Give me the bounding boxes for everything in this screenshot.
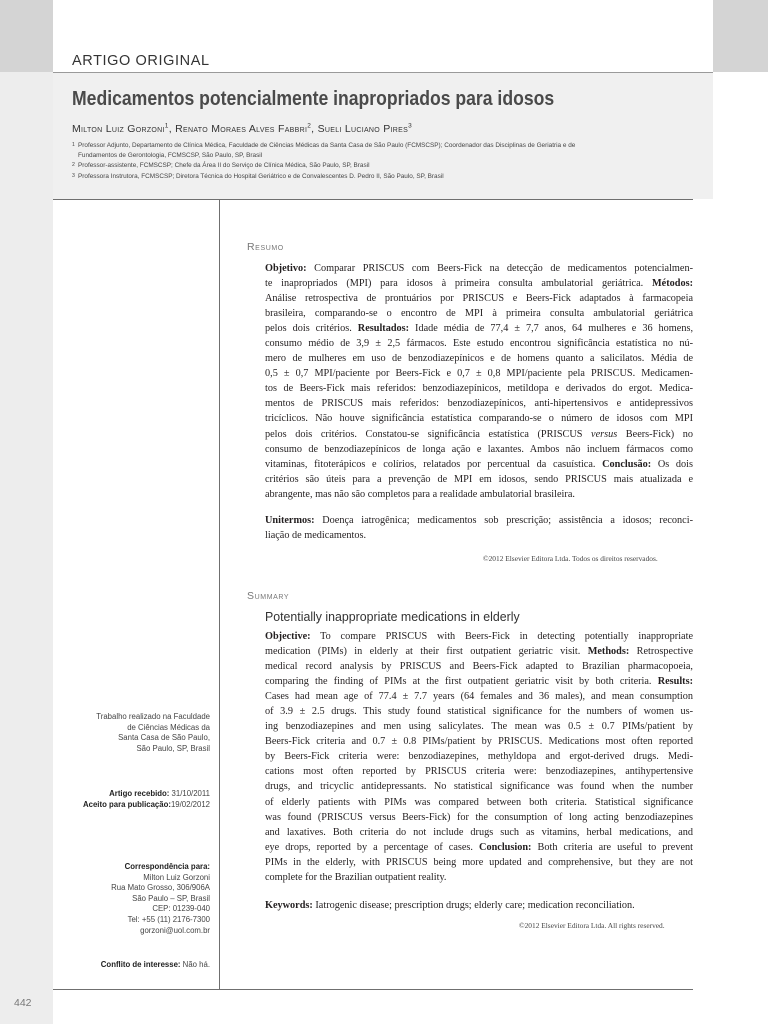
affiliation-3: 3 Professora Instrutora, FCMSCSP; Diretora Técnica do Hospital Geriátrico e de Convalescentes D. Pedro II, São Paulo, SP, Brasil xyxy=(72,172,444,180)
sidebar-divider xyxy=(219,199,220,989)
summary-heading: Summary xyxy=(247,590,290,602)
left-margin-bar xyxy=(0,72,53,1024)
summary-copyright: ©2012 Elsevier Editora Ltda. All rights reserved. xyxy=(519,921,665,930)
text-line: abrangente, mas não são completos para a realidade ambulatorial brasileira. xyxy=(265,488,575,500)
text-line: by Beers-Fick criteria were: benzodiazepines, methyldopa and ergot-derived drugs. Medi- xyxy=(265,751,693,763)
text-line: was found (PRISCUS versus Beers-Fick) for the consumption of long acting benzodiazepines xyxy=(265,811,693,823)
text-line: mero de mulheres em uso de benzodiazepínicos e de homens quanto a salicilatos. Média de xyxy=(265,353,693,365)
affiliations xyxy=(72,141,692,182)
text-line: Cases had mean age of 77.4 ± 7.7 years (64 females and 36 males), and mean consumption xyxy=(265,691,693,703)
author-list xyxy=(72,122,412,135)
article-dates xyxy=(62,789,210,810)
header-bottom-rule xyxy=(53,199,693,200)
text-line: complete for the Brazilian outpatient reality. xyxy=(265,871,447,883)
text-line: mentos de PRISCUS mais referidos: benzodiazepínicos, anti-hipertensivos e antidepressivos xyxy=(265,398,693,410)
text-line: 0,5 ± 0,7 MPI/paciente por Beers-Fick e 0,7 ± 0,8 MPI/paciente pela PRISCUS. Medicamen- xyxy=(265,368,693,380)
text-line: Análise retrospectiva de prontuários por PRISCUS e Beers-Fick adaptados à farmacopeia xyxy=(265,293,693,305)
accepted-date: Aceito para publicação:19/02/2012 xyxy=(83,799,210,809)
institution-note: Trabalho realizado na Faculdade de Ciências Médicas da Santa Casa de São Paulo, São Paulo, SP, Brasil xyxy=(96,712,210,753)
text-line: critérios são úteis para a prevenção de MPI em idosos, sendo PRISCUS mais atualizada e xyxy=(265,473,693,485)
affiliation-1: 1 Professor Adjunto, Departamento de Clínica Médica, Faculdade de Ciências Médicas da Santa Casa de São Paulo (FCMSCSP); Coordenador das Disciplinas de Geriatria e de Fundamentos de Gerontologia, FCMSCSP, São Paulo, SP, Brasil xyxy=(72,142,576,160)
left-gray-tab xyxy=(0,0,53,72)
text-line: ing benzodiazepines and men using salicylates. The mean was 0.5 ± 0.7 PIMs/patient by xyxy=(265,721,693,733)
resumo-heading: Resumo xyxy=(247,241,284,253)
resumo-abstract xyxy=(265,261,693,502)
text-line: and laxatives. Both criteria do not include drugs such as vitamins, herbal medications, and xyxy=(265,826,693,838)
text-line: eye drops, reported by a percentage of cases. Conclusion: Both criteria are useful to prevent xyxy=(265,841,693,853)
text-line: Unitermos: Doença iatrogênica; medicamentos sob prescrição; assistência a idosos; reconci- xyxy=(265,515,693,526)
right-gray-tab xyxy=(713,0,768,72)
text-line: Beers-Fick criteria and 0.7 ± 0.8 PIMs/patient by PRISCUS. Medications most often reported xyxy=(265,736,693,748)
text-line: tos de Beers-Fick mais referidos: benzodiazepínicos, metildopa e derivados do ergot. Medica- xyxy=(265,383,693,395)
text-line: PIMs in the elderly, with PRISCUS being more updated and comprehensive, but they are not xyxy=(265,856,693,868)
correspondence-email[interactable]: gorzoni@uol.com.br xyxy=(140,925,210,935)
footer-rule xyxy=(53,989,693,990)
text-line: Objetivo: Comparar PRISCUS com Beers-Fick na detecção de medicamentos potencialmen- xyxy=(265,263,693,274)
article-title: Medicamentos potencialmente inapropriados para idosos xyxy=(72,88,555,110)
text-line: vitaminas, fitoterápicos e colírios, relatados por percentual da casuística. Conclusão: Os dois xyxy=(265,458,693,470)
text-line: drugs, and tricyclic antidepressants. No statistical significance was found when the number xyxy=(265,781,693,793)
text-line: cations most often reported by PRISCUS criteria were: benzodiazepines, antihypertensive xyxy=(265,766,693,778)
conflict-of-interest: Conflito de interesse: Não há. xyxy=(100,960,210,969)
resumo-copyright: ©2012 Elsevier Editora Ltda. Todos os direitos reservados. xyxy=(483,554,658,563)
author-3: Sueli Luciano Pires$^3$ xyxy=(317,122,413,135)
author-1: Milton Luiz Gorzoni$^1$, xyxy=(72,122,176,135)
page-number: 442 xyxy=(14,997,32,1009)
affiliation-2: 2 Professor-assistente, FCMSCSP; Chefe da Área II do Serviço de Clínica Médica, São Paulo, SP, Brasil xyxy=(72,162,370,170)
text-line: Objective: To compare PRISCUS with Beers-Fick in detecting potentially inappropriate xyxy=(265,631,693,642)
resumo-keywords xyxy=(265,513,693,543)
text-line: pelos dois critérios. Constatou-se significância estatística (PRISCUS versus Beers-Fick) no xyxy=(265,428,693,440)
text-line: tricíclicos. Não houve significância estatística comparando-se o número de idosos com MPI xyxy=(265,413,693,425)
text-line: brasileira, comparando-se o encontro de MPI à primeira consulta ambulatorial geriátrica xyxy=(265,308,693,320)
summary-title: Potentially inappropriate medications in elderly xyxy=(265,609,520,624)
text-line: te inapropriados (MPI) para idosos à primeira consulta ambulatorial geriátrica. Métodos: xyxy=(265,278,693,290)
summary-abstract xyxy=(265,629,693,885)
section-tag: ARTIGO ORIGINAL xyxy=(72,53,210,69)
text-line: medical record analysis by PRISCUS and Beers-Fick adapted to Brazilian pharmacopoeia, xyxy=(265,661,693,673)
text-line: pelos dois critérios. Resultados: Idade média de 77,4 ± 7,7 anos, 64 mulheres e 36 homens, xyxy=(265,323,694,335)
received-date: Artigo recebido: 31/10/2011 xyxy=(109,789,210,798)
header-top-rule xyxy=(53,72,713,73)
text-line: Keywords: Iatrogenic disease; prescription drugs; elderly care; medication reconciliation. xyxy=(265,900,635,911)
text-line: of elderly patients with PIMs was compared between both criteria. Statistical significance xyxy=(265,796,693,808)
text-line: of 3.9 ± 2.5 drugs. This study found statistical significance for the numbers of women us- xyxy=(265,706,693,718)
text-line: comparing the finding of PIMs at the first outpatient geriatric visit by both criteria. Results: xyxy=(265,676,693,688)
text-line: medication (PIMs) in elderly at their first outpatient geriatric visit. Methods: Retrospective xyxy=(265,646,693,658)
summary-keywords xyxy=(265,898,693,913)
text-line: consumo de benzodiazepínicos de longa ação e laxantes. Ambos não incluem fármacos como xyxy=(265,443,693,455)
text-line: liação de medicamentos. xyxy=(265,530,367,542)
text-line: consumo médio de 3,9 ± 2,5 fármacos. Este estudo encontrou significância estatística no nú- xyxy=(265,338,693,350)
author-2: Renato Moraes Alves Fabbri$^2$, xyxy=(175,122,318,135)
correspondence: Correspondência para: Milton Luiz Gorzoni Rua Mato Grosso, 306/906A São Paulo – SP, Brasil CEP: 01239-040 Tel: +55 (11) 2176-7300 gorzoni@uol.com.br xyxy=(62,862,210,936)
